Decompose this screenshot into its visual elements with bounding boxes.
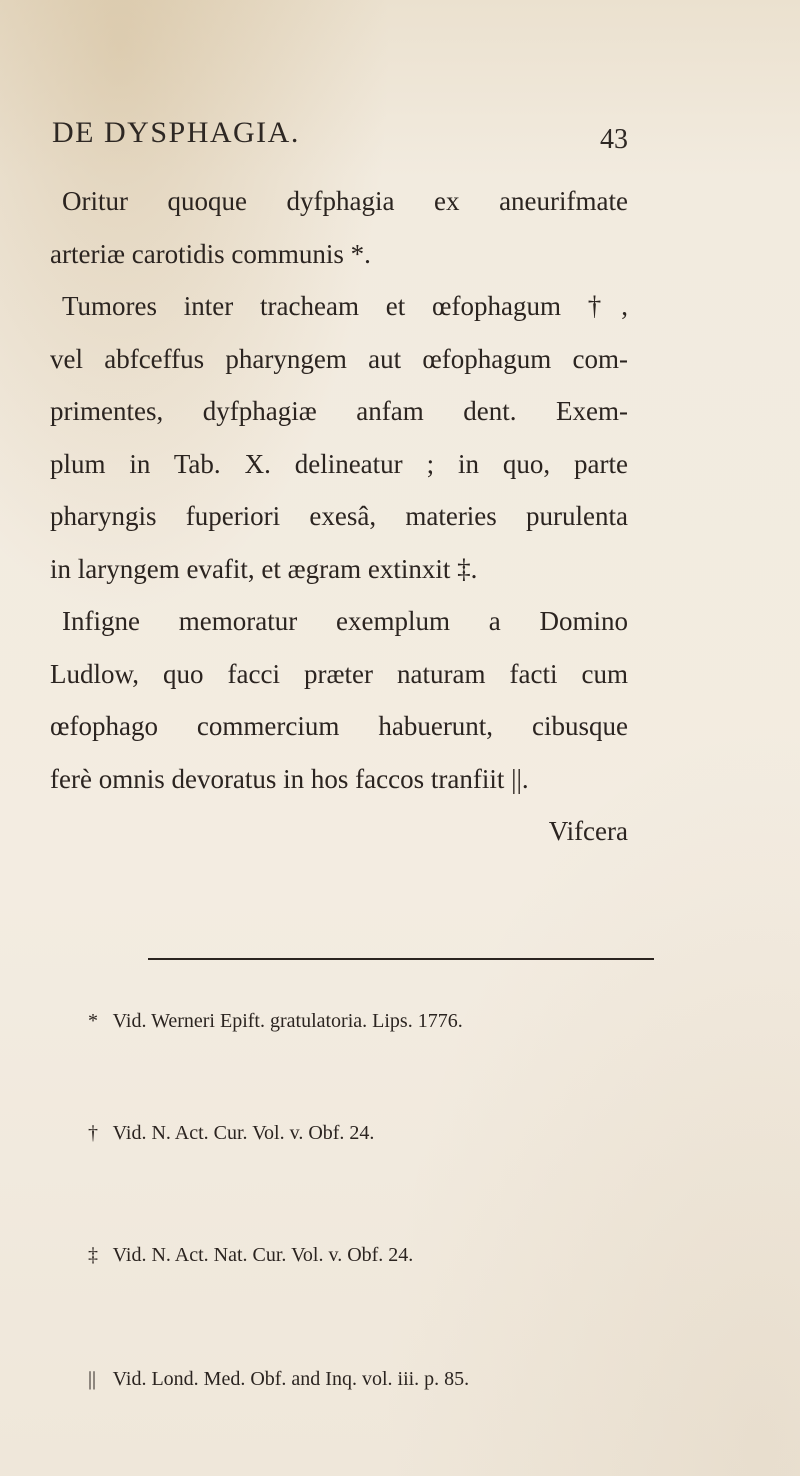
footnote-text: Vid. N. Act. Cur. Vol. v. Obf. 24. [112, 1122, 375, 1144]
page-header [52, 116, 632, 160]
text-line: arteriæ carotidis communis *. [50, 238, 371, 269]
text-line: vel abfceffus pharyngem aut œfophagum com- [50, 343, 628, 374]
text-line: Ludlow, quo facci præter naturam facti cum [50, 658, 628, 689]
footnote-mark: ‡ [88, 1244, 98, 1266]
footnote-text: Vid. Werneri Epift. gratulatoria. Lips. 1776. [112, 1010, 463, 1032]
text-line: in laryngem evafit, et ægram extinxit ‡. [50, 553, 478, 584]
catchword: Vifcera [548, 816, 628, 846]
page-number: 43 [600, 124, 628, 155]
footnote-mark: * [88, 1010, 98, 1032]
main-text [50, 175, 628, 858]
text-line: Oritur quoque dyfphagia ex aneurifmate [62, 186, 628, 216]
text-line: œfophago commercium habuerunt, cibusque [50, 711, 628, 741]
footnote [88, 1244, 413, 1267]
text-line: pharyngis fuperiori exesâ, materies purulenta [50, 501, 628, 531]
footnote-mark: † [88, 1122, 98, 1144]
footnote-mark: || [88, 1368, 97, 1390]
footnote [88, 1122, 374, 1145]
text-line: ferè omnis devoratus in hos faccos tranfiit ||. [50, 763, 529, 794]
running-title: DE DYSPHAGIA. [52, 116, 300, 149]
footnote [88, 1010, 463, 1033]
footnote-text: Vid. N. Act. Nat. Cur. Vol. v. Obf. 24. [112, 1244, 414, 1266]
footnote-rule [148, 958, 654, 960]
text-line: Infigne memoratur exemplum a Domino [62, 606, 628, 636]
text-line: plum in Tab. X. delineatur ; in quo, parte [50, 448, 628, 479]
text-line: Tumores inter tracheam et œfophagum †, [62, 291, 628, 321]
footnote-text: Vid. Lond. Med. Obf. and Inq. vol. iii. p. 85. [112, 1368, 470, 1390]
footnote [88, 1368, 469, 1391]
text-line: primentes, dyfphagiæ anfam dent. Exem- [50, 396, 628, 426]
